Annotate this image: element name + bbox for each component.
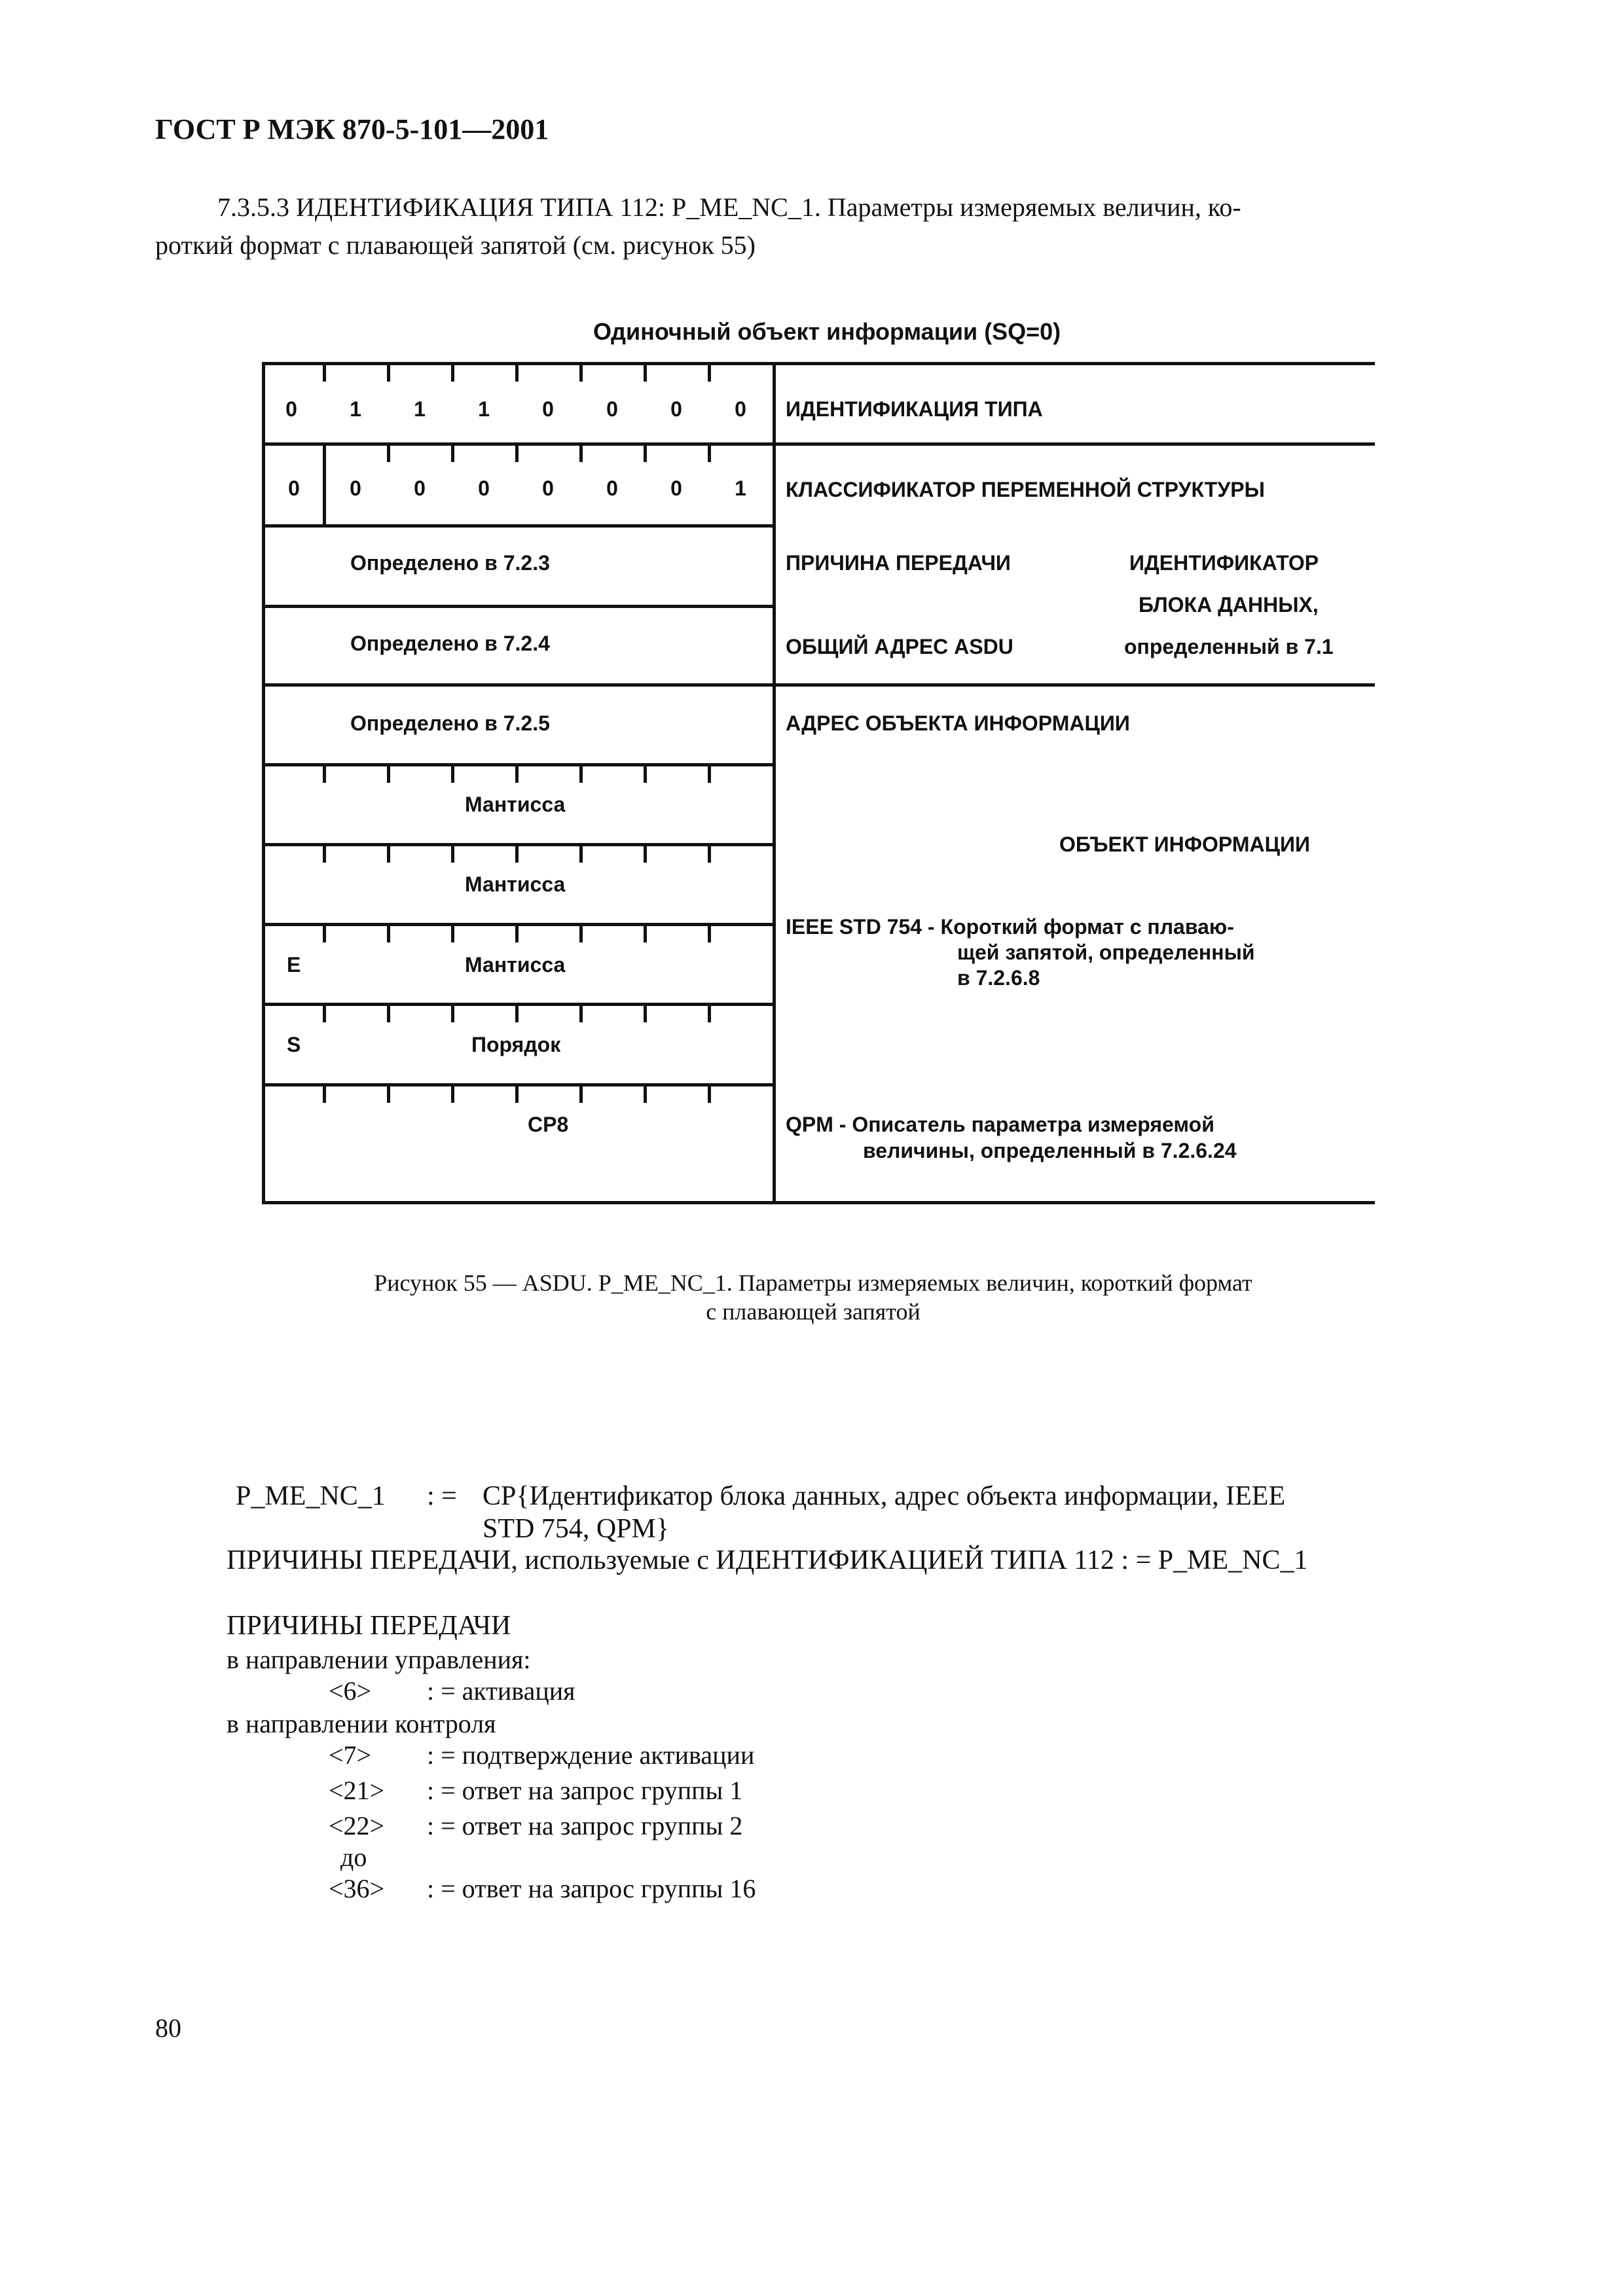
- section-paragraph-line-2: роткий формат с плавающей запятой (см. рисунок 55): [155, 230, 756, 260]
- bit-tick: [515, 1086, 519, 1103]
- bit-tick: [515, 365, 519, 382]
- diagram-line: [773, 362, 776, 1204]
- diagram-line: [262, 763, 776, 766]
- bit-tick: [387, 766, 390, 783]
- bit-tick: [515, 846, 519, 863]
- vsq-bit: 0: [414, 476, 426, 500]
- diagram-line: [323, 442, 326, 524]
- bit-tick: [323, 1006, 326, 1022]
- e-bit-label: E: [287, 953, 301, 977]
- range-to-word: до: [340, 1842, 367, 1872]
- diagram-line: [262, 843, 776, 846]
- ieee-description-line-2: щей запятой, определенный: [957, 941, 1255, 964]
- cause-text: : = ответ на запрос группы 1: [427, 1776, 743, 1805]
- definition-assign: : =: [427, 1481, 457, 1511]
- mantissa-label: Мантисса: [465, 793, 566, 816]
- control-direction-label: в направлении управления:: [227, 1645, 531, 1674]
- bit-tick: [515, 766, 519, 783]
- bit-tick: [323, 365, 326, 382]
- type-id-bit: 0: [542, 397, 554, 421]
- bit-tick: [323, 1086, 326, 1103]
- cause-code: <6>: [329, 1676, 372, 1706]
- vsq-bit: 0: [542, 476, 554, 500]
- page-number: 80: [155, 2013, 181, 2043]
- type-id-bit: 1: [414, 397, 426, 421]
- bit-tick: [515, 446, 519, 462]
- bit-tick: [708, 926, 711, 942]
- section-paragraph: [155, 188, 1471, 264]
- type-id-bit: 0: [735, 397, 746, 421]
- order-label: Порядок: [471, 1033, 561, 1056]
- vsq-bit: 0: [606, 476, 618, 500]
- vsq-bit: 0: [350, 476, 361, 500]
- bit-tick: [387, 1086, 390, 1103]
- type-id-label: ИДЕНТИФИКАЦИЯ ТИПА: [786, 397, 1043, 421]
- definition-value-line-1: CP{Идентификатор блока данных, адрес объекта информации, IEEE: [483, 1481, 1286, 1511]
- figure-caption: [155, 1268, 1471, 1326]
- diagram-line: [262, 362, 265, 1204]
- bit-tick: [579, 365, 583, 382]
- diagram-line: [262, 362, 1375, 365]
- data-unit-id-line-2: БЛОКА ДАННЫХ,: [1139, 593, 1319, 617]
- vsq-bit: 0: [478, 476, 490, 500]
- diagram-line: [262, 524, 776, 528]
- bit-tick: [451, 766, 454, 783]
- mantissa-label: Мантисса: [465, 872, 566, 896]
- cause-code: <21>: [329, 1776, 385, 1805]
- diagram-line: [262, 442, 1375, 446]
- mantissa-label: Мантисса: [465, 953, 566, 977]
- info-object-label: ОБЪЕКТ ИНФОРМАЦИИ: [1059, 833, 1310, 856]
- diagram-line: [262, 683, 1375, 687]
- cot-usage-line: ПРИЧИНЫ ПЕРЕДАЧИ, используемые с ИДЕНТИФИКАЦИЕЙ ТИПА 112 : = P_ME_NC_1: [227, 1545, 1308, 1575]
- bit-tick: [323, 766, 326, 783]
- ioa-definition: Определено в 7.2.5: [350, 711, 550, 735]
- ieee-description-line-3: в 7.2.6.8: [957, 966, 1040, 990]
- bit-tick: [515, 1006, 519, 1022]
- diagram-line: [262, 1083, 776, 1086]
- cause-code: <22>: [329, 1811, 385, 1840]
- bit-tick: [451, 846, 454, 863]
- bit-tick: [451, 365, 454, 382]
- type-id-bit: 0: [670, 397, 682, 421]
- cause-code: <36>: [329, 1874, 385, 1903]
- bit-tick: [451, 1006, 454, 1022]
- bit-tick: [579, 766, 583, 783]
- bit-tick: [644, 1086, 647, 1103]
- bit-tick: [323, 846, 326, 863]
- bit-tick: [387, 1006, 390, 1022]
- bit-tick: [644, 766, 647, 783]
- diagram-line: [262, 605, 776, 608]
- bit-tick: [387, 446, 390, 462]
- section-paragraph-line-1: 7.3.5.3 ИДЕНТИФИКАЦИЯ ТИПА 112: P_ME_NC_1. Параметры измеряемых величин, ко-: [217, 192, 1241, 222]
- bit-tick: [579, 1006, 583, 1022]
- vsq-bit: 1: [735, 476, 746, 500]
- figure-caption-line-2: с плавающей запятой: [706, 1299, 921, 1325]
- cause-text: : = ответ на запрос группы 2: [427, 1811, 743, 1840]
- bit-tick: [644, 446, 647, 462]
- bit-tick: [451, 926, 454, 942]
- bit-tick: [387, 365, 390, 382]
- qpm-description-line-2: величины, определенный в 7.2.6.24: [863, 1139, 1237, 1162]
- diagram-line: [262, 923, 776, 926]
- asdu-address-definition: Определено в 7.2.4: [350, 632, 550, 655]
- bit-tick: [708, 365, 711, 382]
- bit-tick: [708, 1006, 711, 1022]
- cause-code: <7>: [329, 1740, 372, 1770]
- definition-value-line-2: STD 754, QPM}: [483, 1514, 670, 1544]
- figure-title: Одиночный объект информации (SQ=0): [593, 318, 1061, 345]
- bit-tick: [708, 446, 711, 462]
- bit-tick: [708, 766, 711, 783]
- bit-tick: [708, 846, 711, 863]
- diagram-line: [262, 1201, 1375, 1204]
- type-id-bit: 1: [478, 397, 490, 421]
- bit-tick: [579, 446, 583, 462]
- cot-definition: Определено в 7.2.3: [350, 551, 550, 575]
- definition-name: P_ME_NC_1: [236, 1481, 386, 1511]
- cause-text: : = активация: [427, 1676, 575, 1706]
- vsq-bit: 0: [670, 476, 682, 500]
- vsq-label: КЛАССИФИКАТОР ПЕРЕМЕННОЙ СТРУКТУРЫ: [786, 478, 1265, 501]
- qpm-description-line-1: QPM - Описатель параметра измеряемой: [786, 1113, 1214, 1136]
- bit-tick: [579, 846, 583, 863]
- type-id-bit: 0: [285, 397, 297, 421]
- causes-heading: ПРИЧИНЫ ПЕРЕДАЧИ: [227, 1611, 511, 1641]
- data-unit-id-line-1: ИДЕНТИФИКАТОР: [1129, 551, 1319, 575]
- bit-tick: [644, 926, 647, 942]
- bit-tick: [387, 926, 390, 942]
- monitor-direction-label: в направлении контроля: [227, 1709, 496, 1738]
- bit-tick: [644, 1006, 647, 1022]
- cause-text: : = ответ на запрос группы 16: [427, 1874, 756, 1903]
- bit-tick: [579, 1086, 583, 1103]
- bit-tick: [708, 1086, 711, 1103]
- bit-tick: [387, 846, 390, 863]
- data-unit-id-line-3: определенный в 7.1: [1124, 635, 1334, 658]
- bit-tick: [515, 926, 519, 942]
- vsq-bit: 0: [288, 476, 300, 500]
- bit-tick: [644, 365, 647, 382]
- cp8-label: CP8: [528, 1113, 569, 1136]
- bit-tick: [323, 926, 326, 942]
- cause-text: : = подтверждение активации: [427, 1740, 755, 1770]
- s-bit-label: S: [287, 1033, 301, 1056]
- bit-tick: [579, 926, 583, 942]
- bit-tick: [644, 846, 647, 863]
- asdu-address-label: ОБЩИЙ АДРЕС ASDU: [786, 635, 1013, 658]
- bit-tick: [451, 1086, 454, 1103]
- bit-tick: [451, 446, 454, 462]
- diagram-line: [262, 1003, 776, 1006]
- ioa-label: АДРЕС ОБЪЕКТА ИНФОРМАЦИИ: [786, 711, 1130, 735]
- figure-caption-line-1: Рисунок 55 — ASDU. P_ME_NC_1. Параметры измеряемых величин, короткий формат: [374, 1270, 1252, 1296]
- cot-label: ПРИЧИНА ПЕРЕДАЧИ: [786, 551, 1011, 575]
- type-id-bit: 1: [350, 397, 361, 421]
- document-header: ГОСТ Р МЭК 870-5-101—2001: [155, 113, 549, 145]
- type-id-bit: 0: [606, 397, 618, 421]
- ieee-description-line-1: IEEE STD 754 - Короткий формат с плаваю-: [786, 915, 1234, 939]
